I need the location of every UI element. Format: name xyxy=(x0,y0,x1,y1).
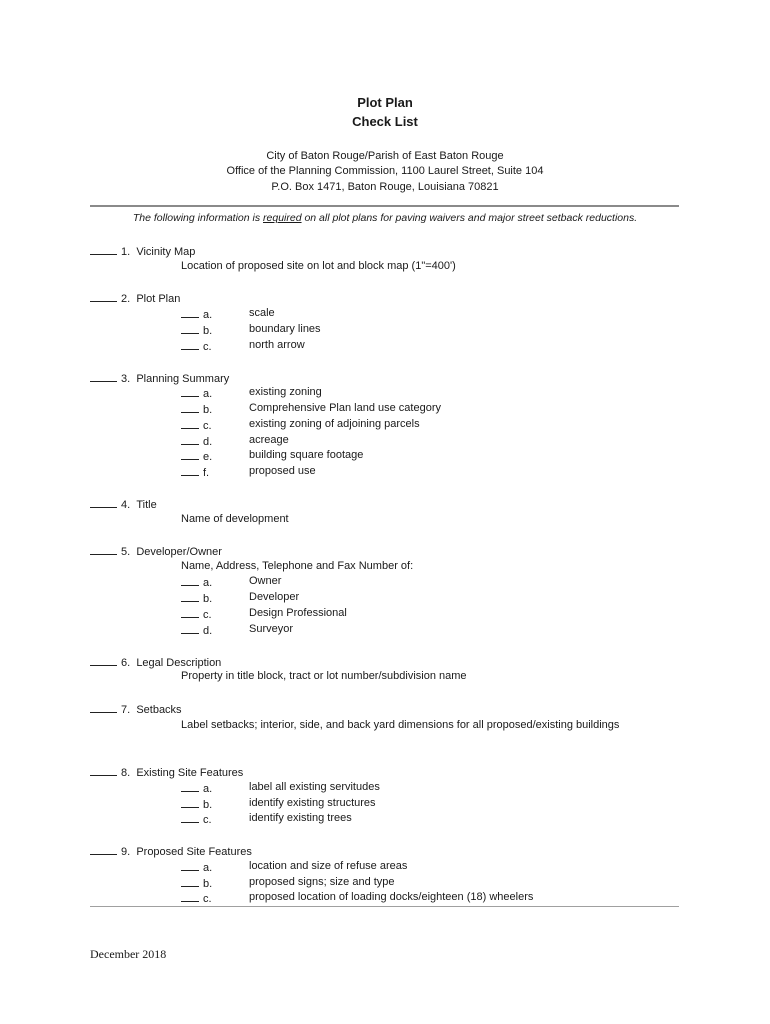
item-description: Property in title block, tract or lot number/subdivision name xyxy=(181,670,467,682)
check-blank[interactable] xyxy=(90,291,117,302)
item-number: 7. xyxy=(121,704,131,716)
sub-text: Owner xyxy=(249,575,282,587)
sub-text: boundary lines xyxy=(249,323,321,335)
sub-text: Comprehensive Plan land use category xyxy=(249,402,442,414)
check-blank[interactable] xyxy=(90,765,117,776)
item-number: 8. xyxy=(121,767,131,779)
sub-item xyxy=(181,386,681,400)
sub-text: north arrow xyxy=(249,339,305,351)
checklist-item-7 xyxy=(90,702,182,716)
document-subtitle: Check List xyxy=(352,114,418,129)
sub-text: scale xyxy=(249,307,275,319)
check-blank[interactable] xyxy=(90,544,117,555)
sub-text: building square footage xyxy=(249,449,364,461)
sub-letter: c. xyxy=(203,341,212,353)
item-number: 6. xyxy=(121,657,131,669)
sub-check-blank[interactable] xyxy=(181,465,199,476)
sub-check-blank[interactable] xyxy=(181,876,199,887)
sub-item xyxy=(181,307,681,321)
item-label: Plot Plan xyxy=(136,293,181,305)
checklist-item-1 xyxy=(90,244,195,258)
item-label: Setbacks xyxy=(136,704,182,716)
address-line-1: City of Baton Rouge/Parish of East Baton Rouge xyxy=(266,150,504,162)
check-blank[interactable] xyxy=(90,844,117,855)
sub-letter: d. xyxy=(203,436,213,448)
sub-item xyxy=(181,812,681,826)
checklist-item-3 xyxy=(90,371,229,385)
sub-letter: d. xyxy=(203,625,213,637)
sub-letter: f. xyxy=(203,467,210,479)
item-number: 5. xyxy=(121,546,131,558)
item-number: 9. xyxy=(121,846,131,858)
sub-check-blank[interactable] xyxy=(181,797,199,808)
header-divider xyxy=(90,205,679,207)
sub-item xyxy=(181,449,681,463)
sub-item xyxy=(181,623,681,637)
sub-item xyxy=(181,607,681,621)
checklist-item-4 xyxy=(90,497,157,511)
sub-check-blank[interactable] xyxy=(181,607,199,618)
sub-letter: b. xyxy=(203,404,213,416)
item-description: Label setbacks; interior, side, and back yard dimensions for all proposed/existing buildings xyxy=(181,719,620,731)
sub-letter: c. xyxy=(203,893,212,905)
sub-check-blank[interactable] xyxy=(181,860,199,871)
footer-date: December 2018 xyxy=(90,947,167,961)
sub-letter: a. xyxy=(203,783,213,795)
sub-letter: b. xyxy=(203,325,213,337)
intro-emphasis: required xyxy=(263,212,302,224)
intro-text-before: The following information is xyxy=(132,212,264,224)
sub-text: proposed location of loading docks/eighteen (18) wheelers xyxy=(249,891,534,903)
sub-text: identify existing structures xyxy=(249,797,376,809)
item-label: Proposed Site Features xyxy=(136,846,252,858)
sub-item xyxy=(181,781,681,795)
sub-text: location and size of refuse areas xyxy=(249,860,408,872)
sub-check-blank[interactable] xyxy=(181,418,199,429)
sub-letter: b. xyxy=(203,878,213,890)
check-blank[interactable] xyxy=(90,497,117,508)
sub-item xyxy=(181,465,681,479)
item-label: Planning Summary xyxy=(136,373,230,385)
checklist-item-8 xyxy=(90,765,243,779)
sub-text: acreage xyxy=(249,434,289,446)
check-blank[interactable] xyxy=(90,702,117,713)
intro-statement xyxy=(0,212,770,224)
sub-check-blank[interactable] xyxy=(181,623,199,634)
sub-item xyxy=(181,591,681,605)
item-description: Name of development xyxy=(181,513,289,525)
sub-letter: a. xyxy=(203,862,213,874)
sub-letter: b. xyxy=(203,799,213,811)
item-label: Legal Description xyxy=(136,657,222,669)
address-line-2: Office of the Planning Commission, 1100 Laurel Street, Suite 104 xyxy=(226,165,544,177)
item-description: Name, Address, Telephone and Fax Number of: xyxy=(181,560,414,572)
item-number: 1. xyxy=(121,246,131,258)
sub-item xyxy=(181,323,681,337)
sub-check-blank[interactable] xyxy=(181,402,199,413)
sub-letter: a. xyxy=(203,388,213,400)
sub-text: Design Professional xyxy=(249,607,347,619)
address-line-3: P.O. Box 1471, Baton Rouge, Louisiana 70821 xyxy=(271,181,499,193)
sub-item xyxy=(181,418,681,432)
sub-letter: a. xyxy=(203,577,213,589)
item-label: Developer/Owner xyxy=(136,546,222,558)
item-label: Existing Site Features xyxy=(136,767,244,779)
sub-letter: e. xyxy=(203,451,213,463)
sub-check-blank[interactable] xyxy=(181,323,199,334)
sub-item xyxy=(181,402,681,416)
sub-check-blank[interactable] xyxy=(181,386,199,397)
checklist-item-6 xyxy=(90,655,221,669)
sub-item xyxy=(181,797,681,811)
item-label: Vicinity Map xyxy=(136,246,196,258)
item-number: 3. xyxy=(121,373,131,385)
sub-check-blank[interactable] xyxy=(181,812,199,823)
sub-item xyxy=(181,434,681,448)
intro-text-after: on all plot plans for paving waivers and major street setback reductions. xyxy=(301,212,638,224)
sub-text: proposed use xyxy=(249,465,316,477)
sub-text: proposed signs; size and type xyxy=(249,876,395,888)
checklist-item-9 xyxy=(90,844,252,858)
check-blank[interactable] xyxy=(90,371,117,382)
sub-item xyxy=(181,575,681,589)
document-title: Plot Plan xyxy=(357,95,413,110)
sub-item xyxy=(181,876,681,890)
checklist-item-2 xyxy=(90,291,180,305)
sub-text: identify existing trees xyxy=(249,812,352,824)
sub-item xyxy=(181,860,681,874)
sub-text: Surveyor xyxy=(249,623,294,635)
sub-letter: c. xyxy=(203,814,212,826)
sub-item xyxy=(181,891,681,905)
footer-divider xyxy=(90,906,679,907)
check-blank[interactable] xyxy=(90,655,117,666)
item-number: 4. xyxy=(121,499,131,511)
item-label: Title xyxy=(136,499,157,511)
check-blank[interactable] xyxy=(90,244,117,255)
sub-letter: b. xyxy=(203,593,213,605)
checklist-item-5 xyxy=(90,544,222,558)
sub-text: label all existing servitudes xyxy=(249,781,380,793)
sub-check-blank[interactable] xyxy=(181,339,199,350)
sub-check-blank[interactable] xyxy=(181,575,199,586)
sub-letter: c. xyxy=(203,609,212,621)
item-description: Location of proposed site on lot and block map (1"=400') xyxy=(181,260,456,272)
sub-check-blank[interactable] xyxy=(181,449,199,460)
sub-check-blank[interactable] xyxy=(181,591,199,602)
item-number: 2. xyxy=(121,293,131,305)
sub-check-blank[interactable] xyxy=(181,781,199,792)
sub-item xyxy=(181,339,681,353)
sub-check-blank[interactable] xyxy=(181,307,199,318)
sub-text: existing zoning xyxy=(249,386,322,398)
sub-check-blank[interactable] xyxy=(181,434,199,445)
sub-letter: a. xyxy=(203,309,213,321)
sub-text: existing zoning of adjoining parcels xyxy=(249,418,420,430)
sub-text: Developer xyxy=(249,591,300,603)
sub-check-blank[interactable] xyxy=(181,891,199,902)
sub-letter: c. xyxy=(203,420,212,432)
